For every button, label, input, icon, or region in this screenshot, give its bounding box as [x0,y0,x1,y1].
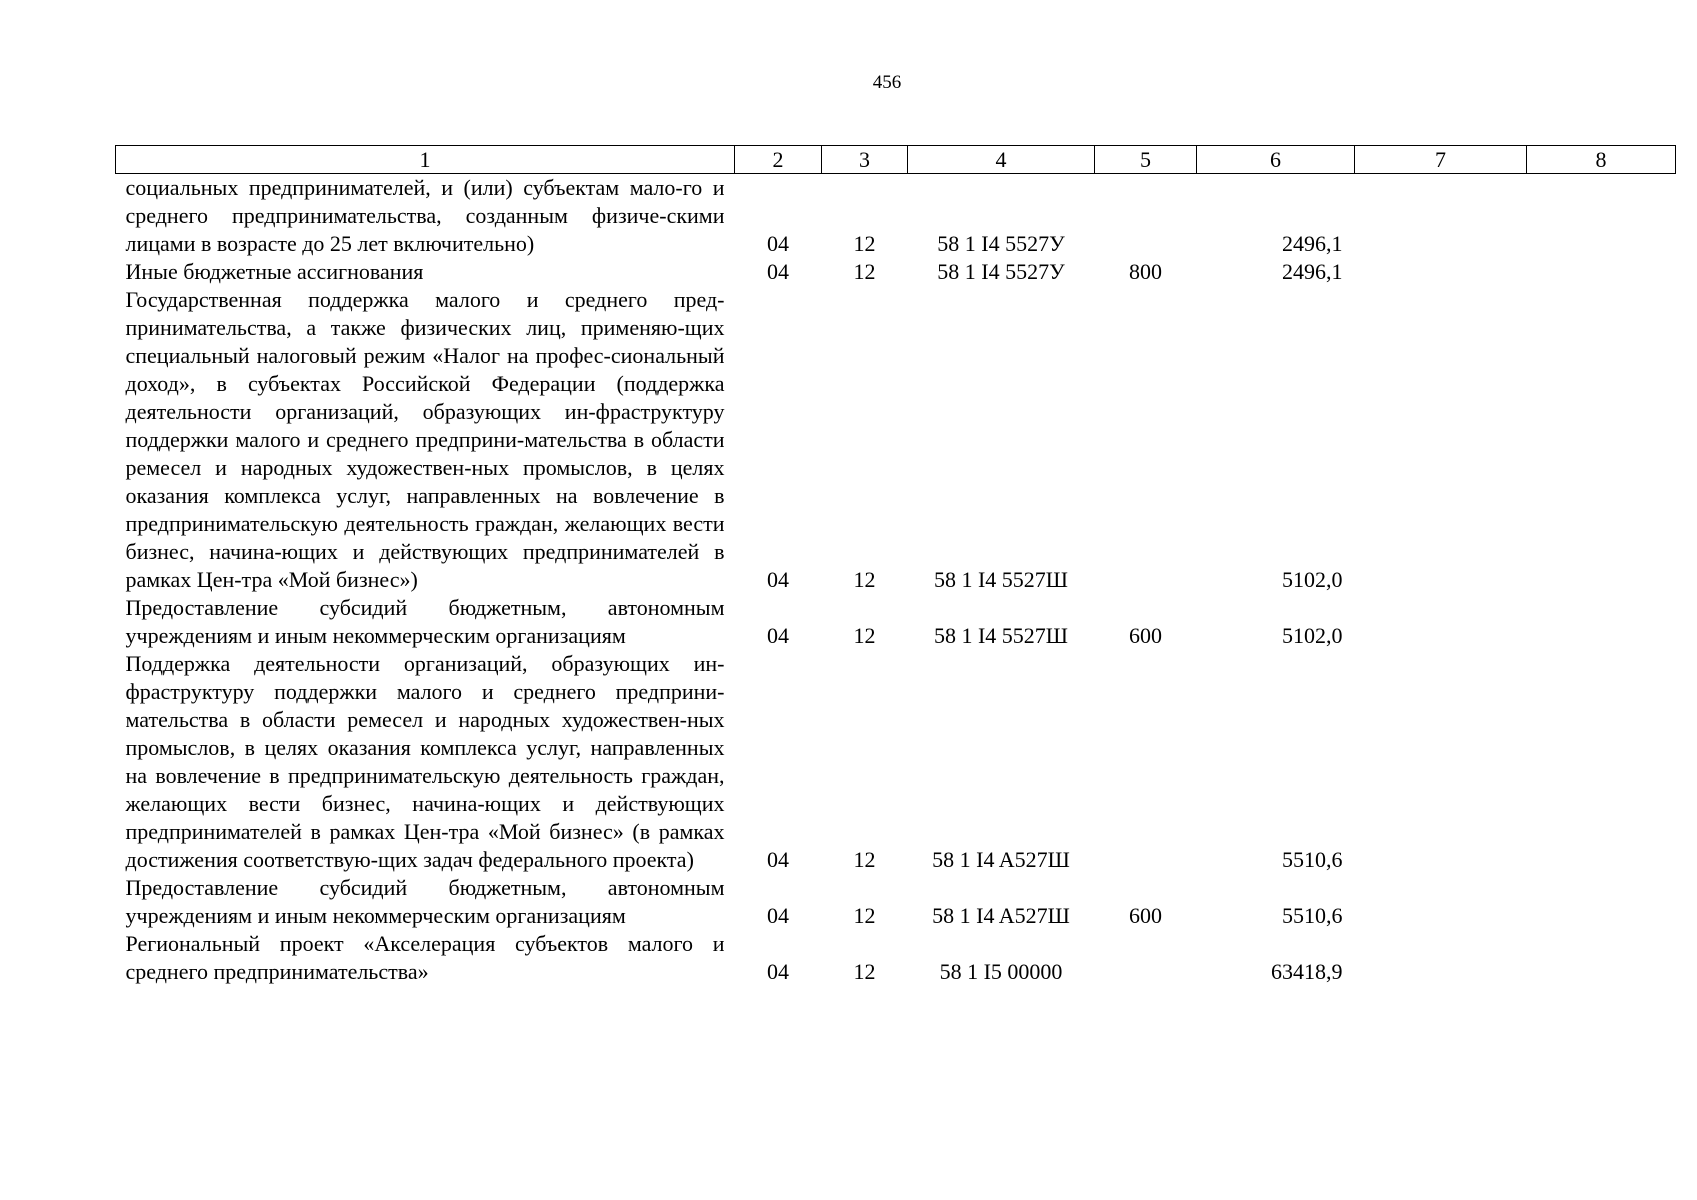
row-description: социальных предпринимателей, и (или) субъектам мало-го и среднего предпринимательства, созданным физиче-скими лицами в возрасте до 25 лет включительно) [125,175,725,256]
row-amount: 5102,0 [1282,567,1343,592]
table-body [116,174,1676,987]
page-number: 456 [872,72,902,93]
row-description: Предоставление субсидий бюджетным, автономным учреждениям и иным некоммерческим организациям [125,875,725,928]
row-subsection: 12 [853,847,876,872]
row-target-article: 58 1 I4 A527Ш [932,847,1070,872]
row-expense-type: 800 [1129,259,1162,284]
row-col7 [1355,594,1527,650]
table-row [116,594,1676,650]
row-col8 [1527,874,1676,930]
row-amount: 5510,6 [1282,903,1343,928]
row-target-article: 58 1 I4 5527Ш [933,623,1069,648]
row-section: 04 [767,623,789,648]
row-description: Поддержка деятельности организаций, образующих ин-фраструктуру поддержки малого и среднего предприни-мательства в области ремесел и народных художествен-ных промыслов, в целях оказания комплекса услуг, направленных на вовлечение в предпринимательскую деятельность граждан, желающих вести бизнес, начина-ющих и действующих предпринимателей в рамках Цен-тра «Мой бизнес» (в рамках достижения соответствую-щих задач федерального проекта) [125,651,725,872]
row-expense-type: 600 [1129,623,1162,648]
row-col7 [1355,650,1527,874]
row-subsection: 12 [853,903,876,928]
row-description: Иные бюджетные ассигнования [125,259,424,284]
row-col8 [1527,258,1676,286]
column-header-8: 8 [1527,146,1676,174]
row-subsection: 12 [853,567,876,592]
column-header-6: 6 [1197,146,1355,174]
row-section: 04 [767,959,789,984]
row-amount: 2496,1 [1282,231,1343,256]
row-target-article: 58 1 I4 5527Ш [933,567,1069,592]
table-row [116,174,1676,259]
row-description: Предоставление субсидий бюджетным, автономным учреждениям и иным некоммерческим организациям [125,595,725,648]
header-row [116,146,1676,174]
row-amount: 63418,9 [1271,959,1343,984]
row-description: Региональный проект «Акселерация субъектов малого и среднего предпринимательства» [125,931,725,984]
row-col7 [1355,874,1527,930]
row-expense-type [1095,174,1197,259]
column-header-7: 7 [1355,146,1527,174]
column-header-5: 5 [1095,146,1197,174]
table-row [116,874,1676,930]
row-target-article: 58 1 I4 A527Ш [932,903,1070,928]
row-amount: 5102,0 [1282,623,1343,648]
row-description: Государственная поддержка малого и среднего пред-принимательства, а также физических лиц, применяю-щих специальный налоговый режим «Налог на профес-сиональный доход», в субъектах Российской Федерации (поддержка деятельности организаций, образующих ин-фраструктуру поддержки малого и среднего предприни-мательства в области ремесел и народных художествен-ных промыслов, в целях оказания комплекса услуг, направленных на вовлечение в предпринимательскую деятельность граждан, желающих вести бизнес, начина-ющих и действующих предпринимателей в рамках Цен-тра «Мой бизнес») [125,287,725,592]
row-expense-type: 600 [1129,903,1162,928]
row-subsection: 12 [853,959,876,984]
row-amount: 2496,1 [1282,259,1343,284]
row-section: 04 [767,567,789,592]
row-expense-type [1095,286,1197,594]
column-header-2: 2 [735,146,822,174]
row-section: 04 [767,847,789,872]
row-subsection: 12 [853,623,876,648]
row-subsection: 12 [853,231,876,256]
table-row [116,650,1676,874]
row-col7 [1355,930,1527,986]
row-col8 [1527,174,1676,259]
row-col8 [1527,650,1676,874]
table-row [116,930,1676,986]
row-col7 [1355,174,1527,259]
table-row [116,258,1676,286]
row-expense-type [1095,930,1197,986]
column-header-3: 3 [822,146,908,174]
row-section: 04 [767,231,789,256]
column-header-4: 4 [908,146,1095,174]
row-col7 [1355,286,1527,594]
row-expense-type [1095,650,1197,874]
row-col7 [1355,258,1527,286]
row-col8 [1527,286,1676,594]
row-target-article: 58 1 I4 5527У [937,231,1065,256]
table-header [116,146,1676,174]
row-section: 04 [767,259,789,284]
row-col8 [1527,930,1676,986]
row-amount: 5510,6 [1282,847,1343,872]
budget-table [115,145,1676,986]
table-row [116,286,1676,594]
row-target-article: 58 1 I5 00000 [939,959,1063,984]
column-header-1: 1 [116,146,735,174]
row-target-article: 58 1 I4 5527У [937,259,1065,284]
row-col8 [1527,594,1676,650]
row-section: 04 [767,903,789,928]
row-subsection: 12 [853,259,876,284]
